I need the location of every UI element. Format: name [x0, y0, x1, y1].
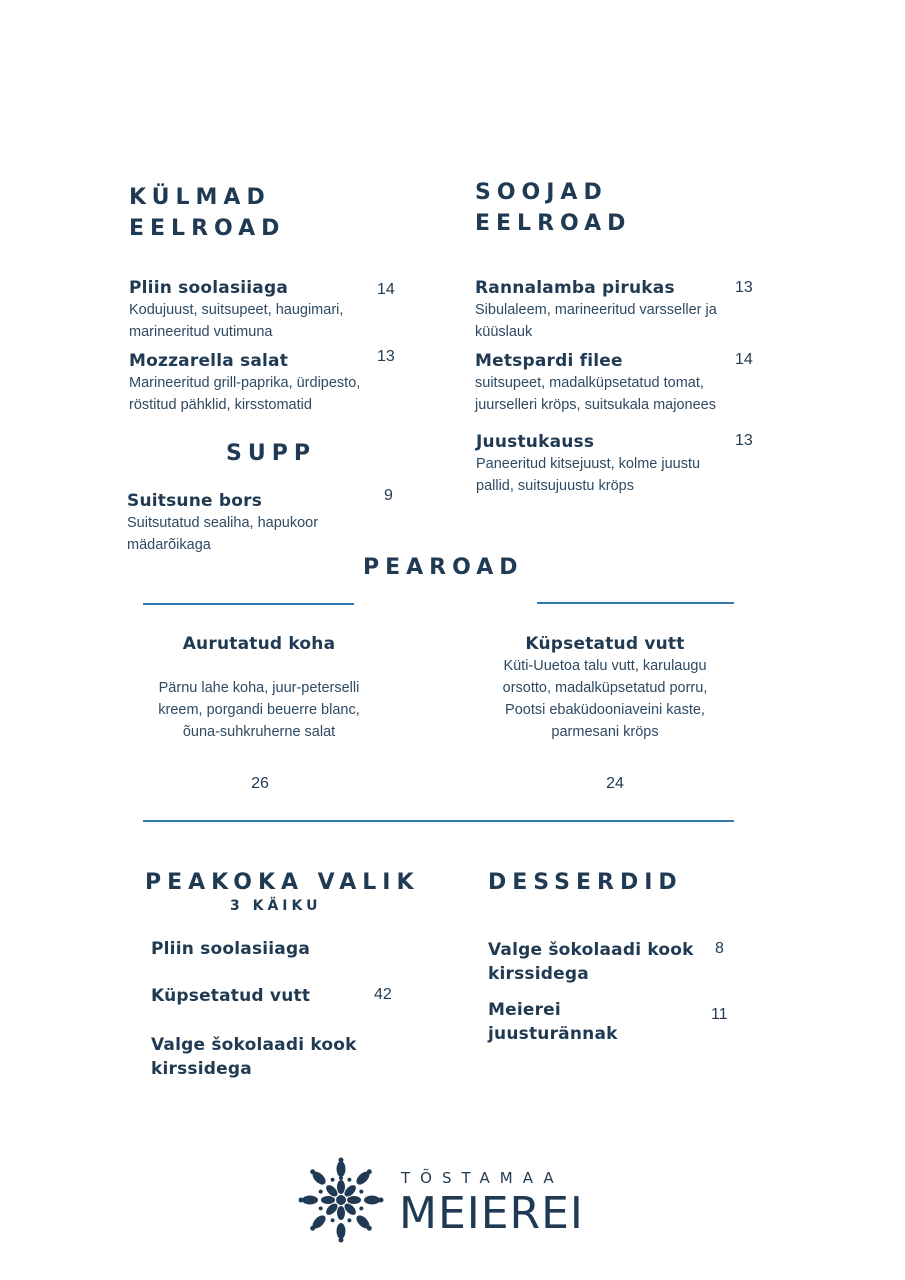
peakoka-subtitle: 3 KÄIKU	[230, 898, 322, 914]
pearoad-left-rule	[143, 603, 354, 605]
item-desc-line2: röstitud pähklid, kirsstomatid	[129, 397, 312, 413]
item-name: Aurutatud koha	[182, 634, 336, 654]
item-desc-line2: juurselleri kröps, suitsukala majonees	[475, 397, 716, 413]
supp-heading: SUPP	[226, 441, 316, 466]
peakoka-price: 42	[374, 986, 392, 1003]
item-desc-line1: Suitsutatud sealiha, hapukoor	[127, 515, 319, 531]
supp-item-1-price: 9	[384, 487, 393, 504]
soojad-heading-line1: SOOJAD	[475, 180, 608, 205]
item-name: Küpsetatud vutt	[525, 634, 685, 654]
item-name: Juustukauss	[476, 432, 595, 452]
logo-main-text: MEIEREI	[399, 1188, 584, 1239]
item-desc-line1: Pärnu lahe koha, juur-peterselli	[158, 680, 360, 696]
pearoad-item-2	[475, 633, 735, 743]
soojad-heading-line2: EELROAD	[475, 211, 632, 236]
item-name: Mozzarella salat	[129, 351, 289, 371]
item-desc-line1: Kodujuust, suitsupeet, haugimari,	[129, 302, 344, 318]
pearoad-heading: PEAROAD	[363, 555, 524, 580]
peakoka-item-1: Pliin soolasiiaga	[151, 939, 311, 959]
item-desc-line1: Küti-Uuetoa talu vutt, karulaugu	[503, 658, 707, 674]
soojad-item-1	[475, 277, 740, 343]
soojad-eelroad-heading	[475, 177, 631, 239]
item-desc-line1: suitsupeet, madalküpsetatud tomat,	[475, 375, 704, 391]
item-name-line1: Valge šokolaadi kook	[151, 1035, 357, 1055]
logo-top-text: TÕSTAMAA	[401, 1169, 564, 1187]
item-desc-line2: pallid, suitsujuustu kröps	[476, 478, 634, 494]
peakoka-item-3	[151, 1033, 357, 1081]
desserdid-item-1	[488, 938, 694, 986]
peakoka-item-2: Küpsetatud vutt	[151, 986, 311, 1006]
soojad-item-3	[476, 431, 741, 497]
item-desc-line2: kreem, porgandi beuerre blanc,	[158, 702, 360, 718]
desserdid-item-2-price: 11	[711, 1006, 728, 1023]
item-desc-line2: orsotto, madalküpsetatud porru,	[502, 680, 708, 696]
item-name: Metspardi filee	[475, 351, 623, 371]
item-name: Pliin soolasiiaga	[129, 278, 289, 298]
desserdid-heading: DESSERDID	[488, 870, 683, 895]
item-desc-line1: Marineeritud grill-paprika, ürdipesto,	[129, 375, 361, 391]
logo	[298, 1155, 588, 1245]
item-desc-line4: parmesani kröps	[551, 724, 659, 740]
item-desc-line2: mädarõikaga	[127, 537, 211, 553]
item-desc-line3: õuna-suhkruherne salat	[182, 724, 336, 740]
pearoad-item-1-price: 26	[251, 775, 269, 792]
soojad-item-2-price: 14	[735, 351, 753, 368]
supp-item-1	[127, 490, 387, 556]
peakoka-valik-heading: PEAKOKA VALIK	[145, 870, 420, 895]
kulmad-heading-line2: EELROAD	[129, 216, 286, 241]
pearoad-bottom-rule	[143, 820, 734, 822]
kulmad-item-2	[129, 350, 409, 416]
item-desc-line1: Sibulaleem, marineeritud varsseller ja	[475, 302, 717, 318]
desserdid-item-2	[488, 998, 618, 1046]
item-name-line2: kirssidega	[151, 1059, 252, 1079]
item-name: Rannalamba pirukas	[475, 278, 675, 298]
item-name: Suitsune bors	[127, 491, 263, 511]
kulmad-item-1	[129, 277, 409, 343]
item-desc-line3: Pootsi ebaküdooniaveini kaste,	[505, 702, 705, 718]
item-desc-line2: marineeritud vutimuna	[129, 324, 273, 340]
kulmad-eelroad-heading	[129, 182, 285, 244]
pearoad-item-1	[129, 633, 389, 743]
desserdid-item-1-price: 8	[715, 940, 724, 957]
item-name-line2: juusturännak	[488, 1024, 618, 1044]
item-desc-line1: Paneeritud kitsejuust, kolme juustu	[476, 456, 701, 472]
item-name-line1: Valge šokolaadi kook	[488, 940, 694, 960]
soojad-item-2	[475, 350, 740, 416]
pearoad-right-rule	[537, 602, 734, 604]
flower-mandala-icon	[298, 1157, 384, 1243]
kulmad-heading-line1: KÜLMAD	[129, 185, 271, 210]
item-name-line1: Meierei	[488, 1000, 561, 1020]
soojad-item-1-price: 13	[735, 279, 753, 296]
kulmad-item-1-price: 14	[377, 281, 395, 298]
kulmad-item-2-price: 13	[377, 348, 395, 365]
soojad-item-3-price: 13	[735, 432, 753, 449]
item-desc-line2: küüslauk	[475, 324, 533, 340]
item-name-line2: kirssidega	[488, 964, 589, 984]
pearoad-item-2-price: 24	[606, 775, 624, 792]
